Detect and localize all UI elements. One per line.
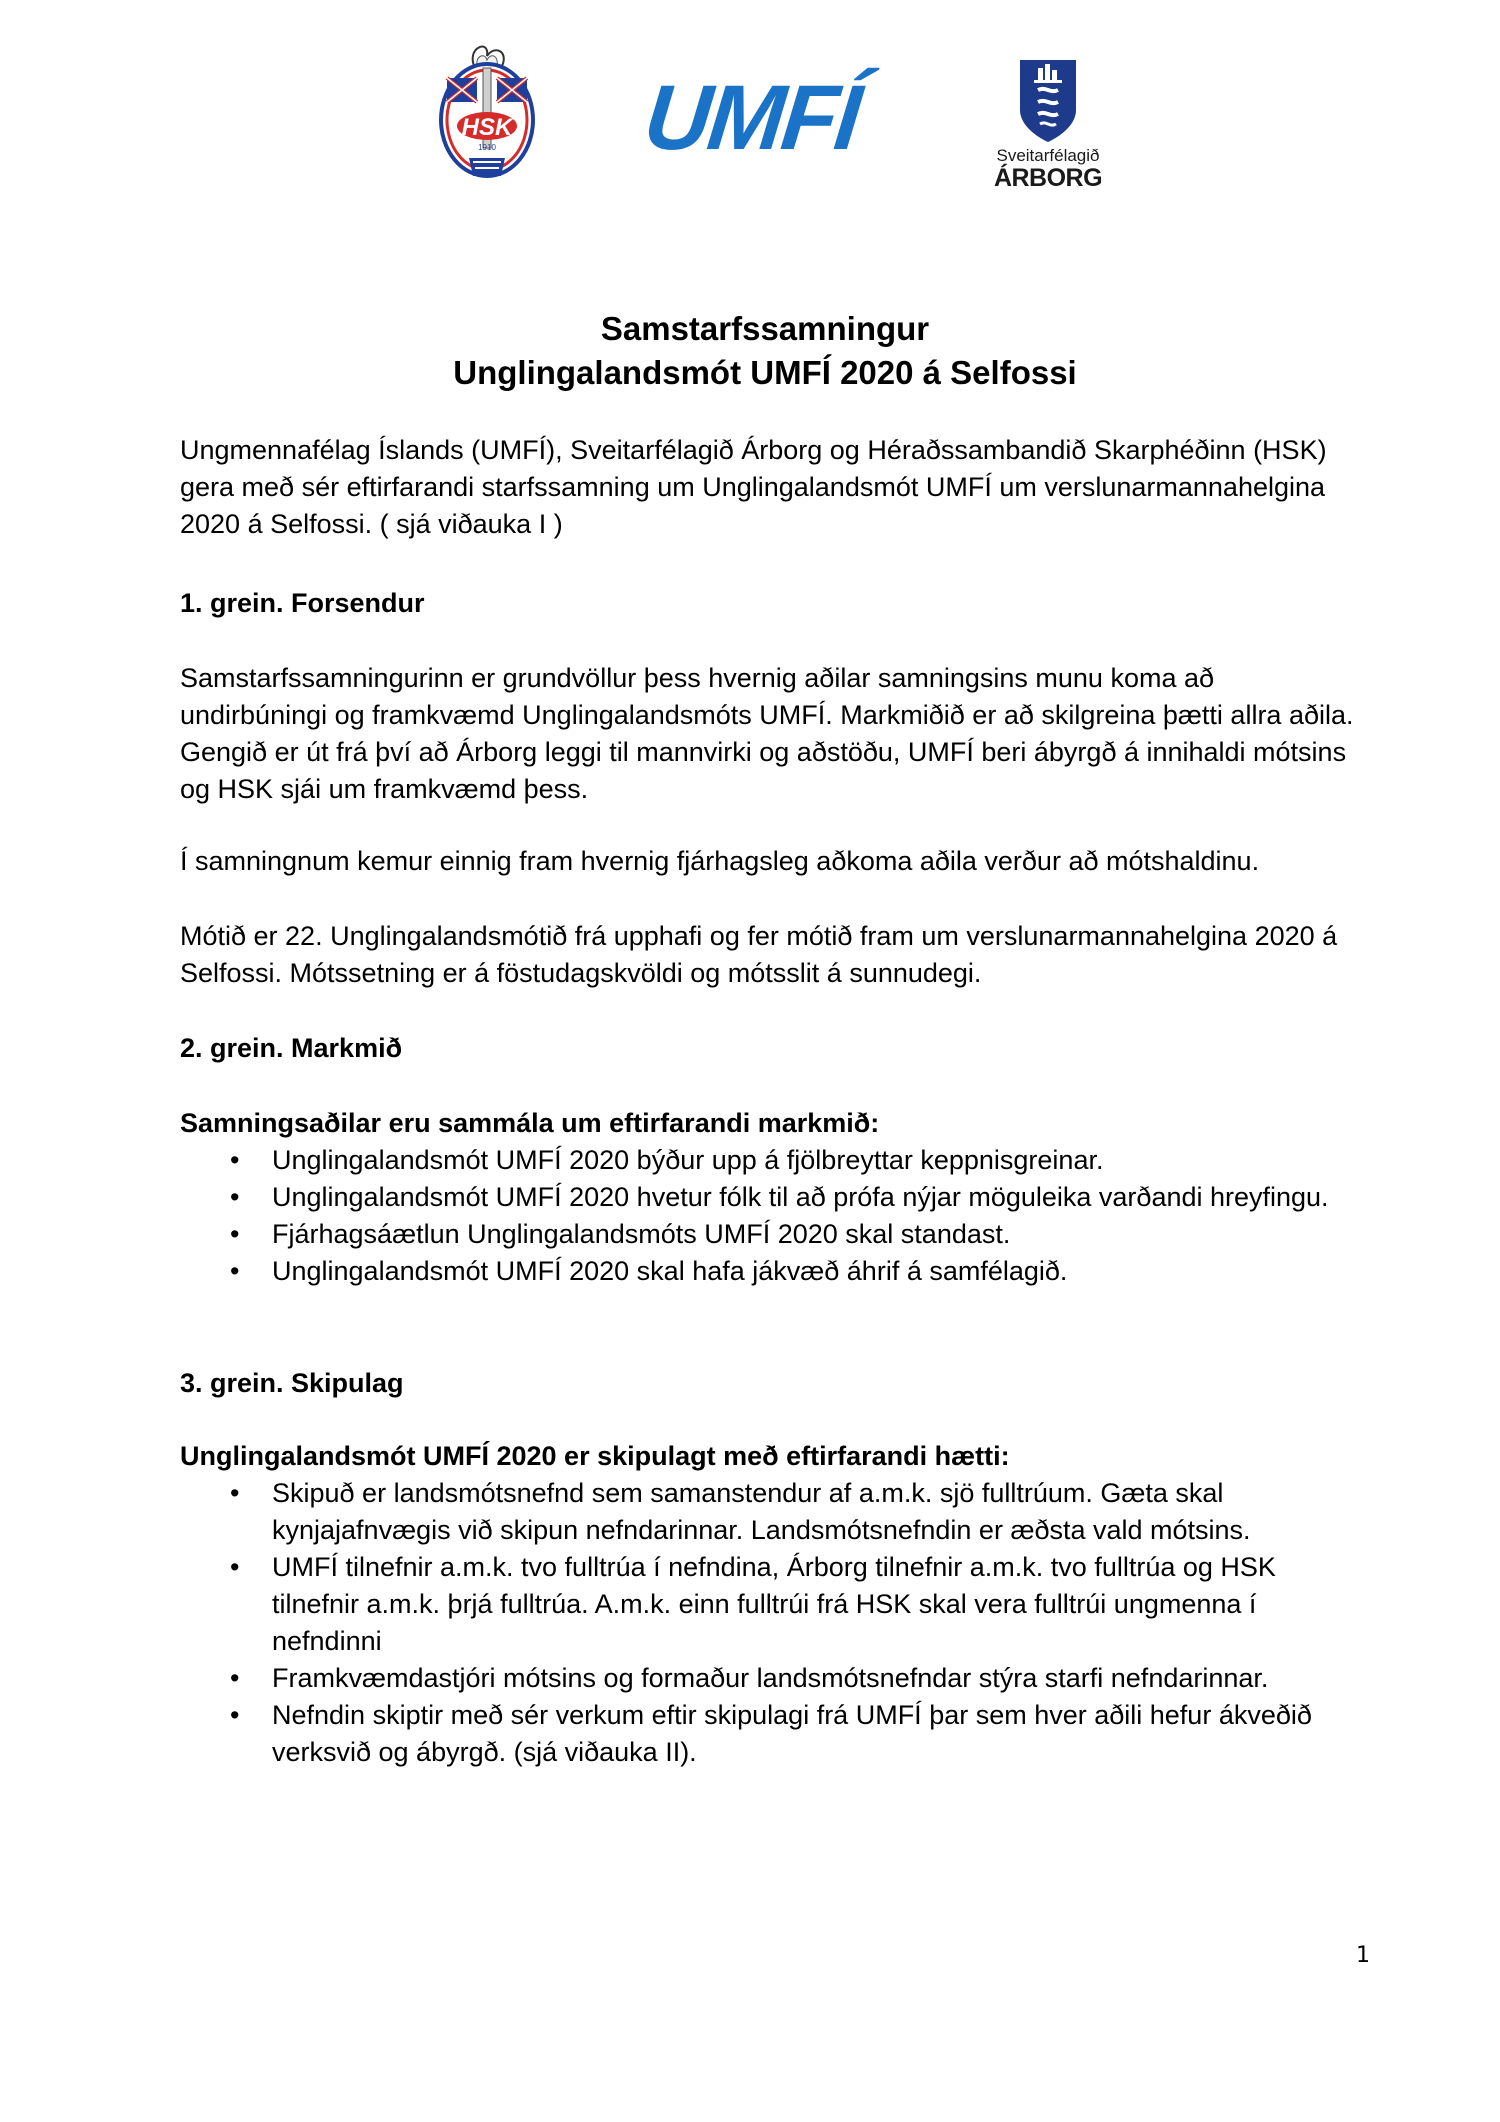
document-subtitle: Unglingalandsmót UMFÍ 2020 á Selfossi	[453, 354, 1077, 391]
list-item-text: UMFÍ tilnefnir a.m.k. tvo fulltrúa í nefndina, Árborg tilnefnir a.m.k. tvo fulltrúa og HSK tilnefnir a.m.k. þrjá fulltrúa. A.m.k. einn fulltrúi frá HSK skal vera fulltrúi ungmenna í nefndinni	[272, 1552, 1276, 1656]
arborg-logo	[978, 58, 1118, 198]
list-item-text: Unglingalandsmót UMFÍ 2020 skal hafa jákvæð áhrif á samfélagið.	[272, 1256, 1068, 1286]
hsk-logo-text: HSK	[461, 114, 513, 141]
list-item	[180, 1142, 1360, 1179]
umfi-logo	[639, 67, 864, 169]
bullet-icon: •	[230, 1700, 240, 1730]
bullet-icon: •	[230, 1219, 240, 1249]
list-item-text: Framkvæmdastjóri mótsins og formaður landsmótsnefndar stýra starfi nefndarinnar.	[272, 1663, 1269, 1693]
list-item-text: Skipuð er landsmótsnefnd sem samanstendur af a.m.k. sjö fulltrúum. Gæta skal kynjajafnvægis við skipun nefndarinnar. Landsmótsnefndin er æðsta vald mótsins.	[272, 1478, 1251, 1545]
section-2-heading: 2. grein. Markmið	[180, 1033, 403, 1063]
section-3-subheading: Unglingalandsmót UMFÍ 2020 er skipulagt með eftirfarandi hætti:	[180, 1441, 1010, 1471]
list-item-text: Unglingalandsmót UMFÍ 2020 býður upp á fjölbreyttar keppnisgreinar.	[272, 1145, 1104, 1175]
list-item-text: Fjárhagsáætlun Unglingalandsmóts UMFÍ 2020 skal standast.	[272, 1219, 1011, 1249]
section-3-heading: 3. grein. Skipulag	[180, 1368, 404, 1398]
section-1-heading: 1. grein. Forsendur	[180, 588, 425, 618]
list-item	[180, 1660, 1360, 1697]
hsk-logo-year: 1910	[478, 143, 496, 152]
list-item	[180, 1253, 1360, 1290]
list-item-text: Unglingalandsmót UMFÍ 2020 hvetur fólk til að prófa nýjar möguleika varðandi hreyfingu.	[272, 1182, 1329, 1212]
list-item	[180, 1216, 1360, 1253]
section-1-paragraph-1: Samstarfssamningurinn er grundvöllur þess hvernig aðilar samningsins munu koma að undirbúningi og framkvæmd Unglingalandsmóts UMFÍ. Markmiðið er að skilgreina þætti allra aðila. Gengið er út frá því að Árborg leggi til mannvirki og aðstöðu, UMFÍ beri ábyrgð á innihaldi mótsins og HSK sjái um framkvæmd þess.	[180, 663, 1354, 804]
section-1-paragraph-3: Mótið er 22. Unglingalandsmótið frá upphafi og fer mótið fram um verslunarmannahelgina 2020 á Selfossi. Mótssetning er á föstudagskvöldi og mótsslit á sunnudegi.	[180, 921, 1338, 988]
arborg-logo-line1: Sveitarfélagið	[996, 146, 1100, 165]
bullet-icon: •	[230, 1663, 240, 1693]
umfi-logo-text: UMFÍ	[639, 67, 864, 169]
section-1-paragraph-2: Í samningnum kemur einnig fram hvernig fjárhagsleg aðkoma aðila verður að mótshaldinu.	[180, 846, 1260, 876]
bullet-icon: •	[230, 1182, 240, 1212]
bullet-icon: •	[230, 1256, 240, 1286]
document-title: Samstarfssamningur	[600, 310, 930, 347]
list-item-text: Nefndin skiptir með sér verkum eftir skipulagi frá UMFÍ þar sem hver aðili hefur ákveðið verksvið og ábyrgð. (sjá viðauka II).	[272, 1700, 1312, 1767]
list-item	[180, 1549, 1360, 1660]
list-item	[180, 1179, 1360, 1216]
bullet-icon: •	[230, 1145, 240, 1175]
list-item	[180, 1475, 1360, 1549]
section-3-list	[180, 1475, 1360, 1771]
bullet-icon: •	[230, 1478, 240, 1508]
hsk-logo	[435, 38, 540, 198]
arborg-logo-line2: ÁRBORG	[993, 164, 1103, 192]
list-item	[180, 1697, 1360, 1771]
bullet-icon: •	[230, 1552, 240, 1582]
section-2-list	[180, 1142, 1360, 1290]
intro-paragraph: Ungmennafélag Íslands (UMFÍ), Sveitarfélagið Árborg og Héraðssambandið Skarphéðinn (HSK) gera með sér eftirfarandi starfssamning um Unglingalandsmót UMFÍ um verslunarmannahelgina 2020 á Selfossi. ( sjá viðauka I )	[180, 435, 1327, 539]
page-number: 1	[1356, 1943, 1370, 1968]
section-2-subheading: Samningsaðilar eru sammála um eftirfarandi markmið:	[180, 1108, 880, 1138]
